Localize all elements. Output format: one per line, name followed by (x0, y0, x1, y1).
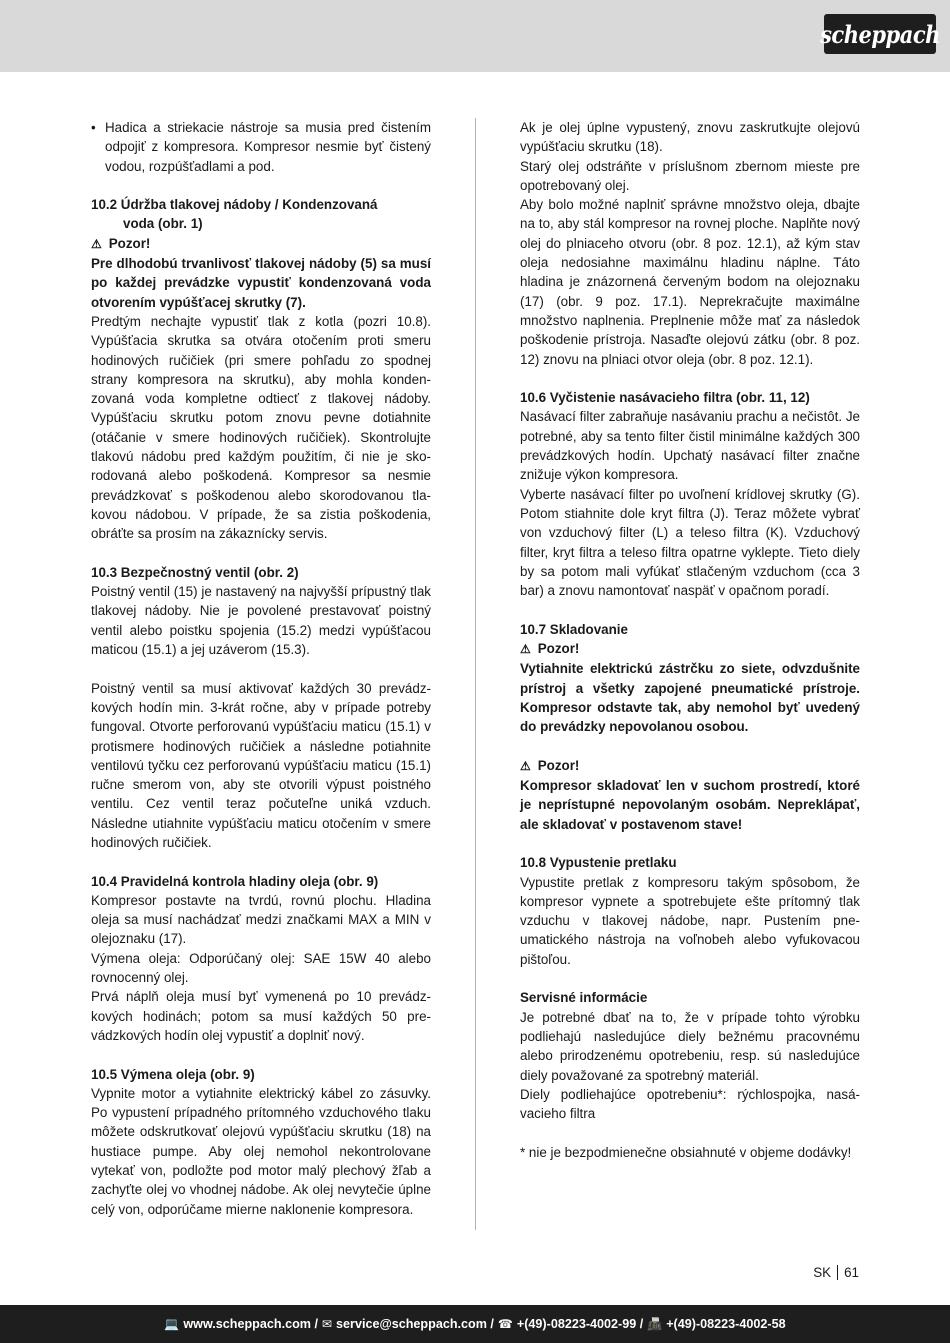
oil-text-1: Ak je olej úplne vypustený, znovu zaskrutkujte olejovú vypúšťaciu skrutku (18). (520, 120, 860, 155)
warning-label (520, 756, 860, 776)
section-10-3-text-1: Poistný ventil (15) je nastavený na najvyšší prípustný tlak tlakovej nádoby. Nie je povolené prestavovať poistný ventil alebo poistku spojenia (15.2) medzi vypúšťacou maticou (15.1) a jej uzáverom (15.3). (91, 584, 431, 658)
oil-text-3: Aby bolo možné naplniť správne množstvo oleja, dbajte na to, aby stál kompresor na rovnej ploche. Naplňte nový olej do plniaceho otvoru (obr. 8 poz. 12.1), až kým stav oleja nedosiahne maximálnu hladinu náplne. Táto hladina je znázornená červeným bodom na olejoznaku (17) (obr. 9 poz. 17.1). Neprekračujte maximálne množstvo naplnenia. Preplnenie môže mať za následok poškodenie prístroja. Nasaďte olejovú zátku (obr. 8 poz. 12) znovu na plniaci otvor oleja (obr. 8 poz. 12.1). (520, 197, 860, 367)
section-10-6-title: 10.6 Vyčistenie nasávacieho filtra (obr. 11, 12) (520, 390, 810, 406)
service-title: Servisné informácie (520, 990, 648, 1006)
bullet-item (91, 118, 431, 176)
section-10-7-bold-text-1: Vytiahnite elektrickú zástrčku zo siete, odvzdušnite prístroj a všetky zapojené pneumatické prístroje. Kompresor odstavte tak, aby nemohol byť uvedený do prevádzky nepovolanou osobou. (520, 661, 860, 735)
warning-text: Pozor! (537, 757, 580, 773)
section-10-2-bold-text: Pre dlhodobú trvanlivosť tlakovej nádoby (5) sa musí po každej prevádzke vypustiť kondenzovaná voda otvorením vypúšťacej skrutky (7). (91, 256, 431, 310)
footer-fax: +(49)-08223-4002-58 (666, 1317, 786, 1331)
section-10-2-title-line-2: voda (obr. 1) (123, 216, 203, 232)
warning-label (91, 234, 431, 254)
right-column (520, 118, 860, 1162)
column-divider (475, 118, 476, 1230)
warning-text: Pozor! (537, 641, 580, 657)
section-10-2-title-line-1: 10.2 Údržba tlakovej nádoby / Kondenzovaná (91, 197, 378, 213)
service-text-2: Diely podliehajúce opotrebeniu*: rýchlospojka, nasávacieho filtra (520, 1086, 860, 1122)
section-10-2-text: Predtým nechajte vypustiť tlak z kotla (pozri 10.8). Vypúšťacia skrutka sa otvára otočením proti smeru hodinových ručičiek (pri smere pohľadu zo spodnej strany kompresora na skrutku), aby mohla kondenzovaná voda kompletne odtiecť z tlakovej nádoby. Vypúšťaciu skrutku potom znovu pevne dotiahnite (otáčanie v smere hodinových ručičiek). Skontrolujte tlakovú nádobu pred každým použitím, či nie je skorodovaná alebo poškodená. Kompresor sa nesmie prevádzkovať s poškodenou alebo skorodovanou tlakovou nádobou. V prípade, že sa zistia poškodenia, obráťte sa prosím na zákaznícky servis. (91, 313, 431, 542)
footer-phone: +(49)-08223-4002-99 / (516, 1317, 644, 1331)
section-10-8-text: Vypustite pretlak z kompresoru takým spôsobom, že kompresor vypnete a spotrebujete ešte prítomný tlak vzduchu v tlakovej nádobe, napr. Pustením pneumatického nástroja na voľnobeh alebo vyfukovacou pištoľou. (520, 874, 860, 967)
bullet-dot-icon: • (91, 120, 96, 135)
section-10-8-title: 10.8 Vypustenie pretlaku (520, 855, 677, 871)
warning-label (520, 639, 860, 659)
section-10-7-bold-text-2: Kompresor skladovať len v suchom prostredí, ktoré je neprístupné nepovolaným osobám. Nepreklápať, ale skladovať v postavenom stave! (520, 778, 860, 832)
page-number-value: 61 (844, 1265, 859, 1280)
oil-text-2: Starý olej odstráňte v príslušnom zbernom mieste pre opotrebovaný olej. (520, 158, 860, 193)
warning-triangle-icon: ⚠ (520, 642, 531, 657)
page-separator (837, 1265, 838, 1280)
bullet-text: Hadica a striekacie nástroje sa musia pred čistením odpojiť z kompresora. Kompresor nesmie byť čistený vodou, rozpúšťadlami a pod. (105, 120, 431, 174)
footer-email[interactable]: service@scheppach.com / (336, 1317, 494, 1331)
section-10-4-text-1: Kompresor postavte na tvrdú, rovnú plochu. Hladina oleja sa musí nachádzať medzi značkami MAX a MIN v olejoznaku (17). (91, 892, 431, 947)
section-10-5-text: Vypnite motor a vytiahnite elektrický kábel zo zásuvky. Po vypustení prípadného prítomného vzduchového tlaku môžete odskrutkovať olejovú vypúšťaciu skrutku (18) na hustiace pumpe. Aby olej nemohol nekontrolovane vytekať von, podložte pod motor malý plechový žľab a zachyťte olej vo vhodnej nádobe. Ak olej nevytečie úplne celý von, odporúčame mierne naklonenie kompresora. (91, 1085, 431, 1217)
logo-text: scheppach (820, 19, 940, 49)
warning-triangle-icon: ⚠ (520, 758, 531, 773)
section-10-6-text-1: Nasávací filter zabraňuje nasávaniu prachu a nečistôt. Je potrebné, aby sa tento filter čistil minimálne každých 300 prevádzkových hodín. Upchatý nasávací filter značne znižuje výkon kompresora. (520, 409, 860, 483)
warning-triangle-icon: ⚠ (91, 236, 102, 251)
section-10-4-text-2: Výmena oleja: Odporúčaný olej: SAE 15W 40 alebo rovnocenný olej. (91, 950, 431, 986)
section-10-4-title: 10.4 Pravidelná kontrola hladiny oleja (obr. 9) (91, 873, 379, 889)
fax-icon: 📠 (647, 1317, 663, 1331)
section-10-4-text-3: Prvá náplň oleja musí byť vymenená po 10 prevádzkových hodinách; potom sa musí každých 50 prevádzkových hodín olej vypustiť a doplniť nový. (91, 989, 431, 1043)
service-note: * nie je bezpodmienečne obsiahnuté v objeme dodávky! (520, 1144, 852, 1160)
header-band (0, 0, 950, 72)
page-number (813, 1265, 859, 1280)
footer-web[interactable]: www.scheppach.com / (183, 1317, 318, 1331)
computer-icon: 💻 (164, 1317, 180, 1331)
section-10-3-title: 10.3 Bezpečnostný ventil (obr. 2) (91, 564, 299, 580)
section-10-5-title: 10.5 Výmena oleja (obr. 9) (91, 1066, 255, 1082)
section-10-3-text-2: Poistný ventil sa musí aktivovať každých 30 prevádzkových hodín min. 3-krát ročne, aby v prípade potreby fungoval. Otvorte perforovanú vypúšťaciu maticu (15.1) v protismere hodinových ručičiek a následne potiahnite ventilovú tyčku cez perforovanú vypúšťaciu maticu (15.1) ručne smerom von, aby ste otvorili výpust poistného ventilu. Cez ventil teraz počuteľne uniká vzduch. Následne utiahnite vypúšťaciu maticu otočením v smere hodinových ručičiek. (91, 680, 431, 850)
page-lang: SK (813, 1265, 832, 1280)
warning-text: Pozor! (108, 235, 151, 251)
footer-bar (0, 1305, 950, 1343)
scheppach-logo (820, 14, 940, 54)
left-column (91, 118, 431, 1219)
phone-icon: ☎ (497, 1317, 513, 1331)
section-10-7-title: 10.7 Skladovanie (520, 621, 628, 637)
email-icon: ✉ (321, 1317, 333, 1331)
service-text-1: Je potrebné dbať na to, že v prípade tohto výrobku podliehajú nasledujúce diely bežnému pracovnému alebo prirodzenému opotrebeniu, resp. sú nasledujúce diely považované za spotrebný materiál. (520, 1009, 860, 1083)
section-10-6-text-2: Vyberte nasávací filter po uvoľnení krídlovej skrutky (G). Potom stiahnite dole kryt filtra (J). Teraz môžete vybrať von vzduchový filter (L) a teleso filtra (K). Vzduchový filter, kryt filtra a teleso filtra opatrne vyklepte. Tieto diely by sa potom mali vyfúkať stlačeným vzduchom (cca 3 bar) a znovu namontovať naspäť v opačnom poradí. (520, 486, 860, 599)
